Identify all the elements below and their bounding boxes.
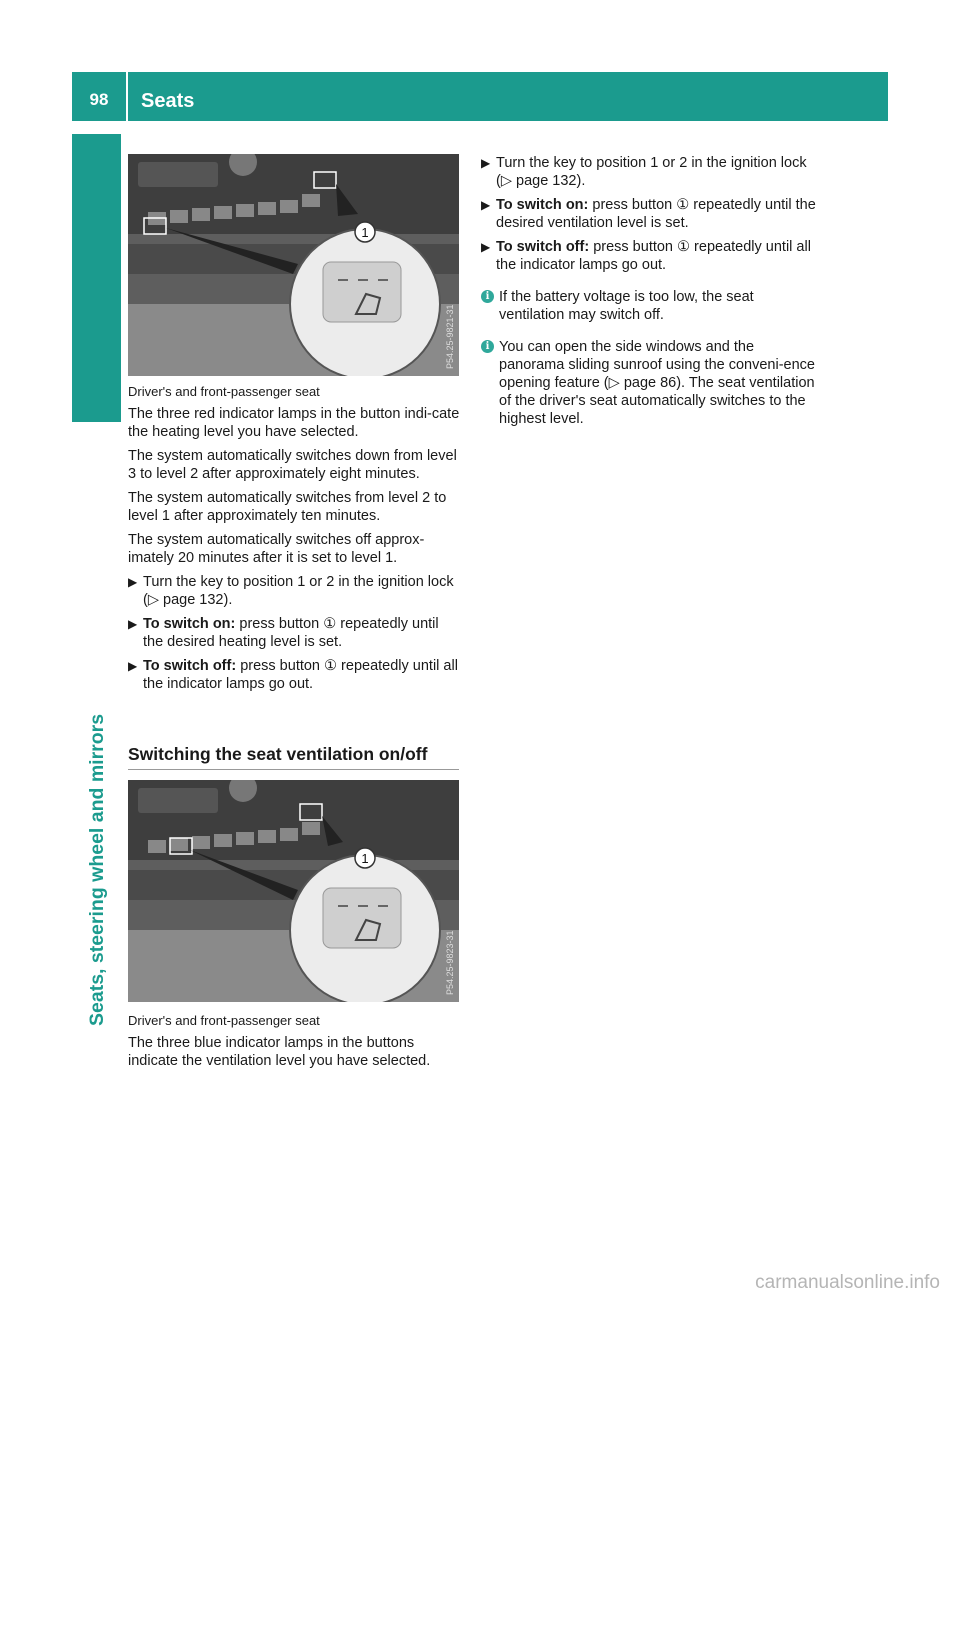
photo-callout-1: 1 bbox=[361, 851, 369, 866]
arrow-icon: ▶ bbox=[481, 156, 491, 170]
ventilation-button-photo bbox=[128, 780, 459, 1002]
paragraph: The system automatically switches down from level 3 to level 2 after approximately eight minutes. bbox=[128, 448, 457, 482]
side-tab-block bbox=[72, 134, 121, 422]
info-note: i If the battery voltage is too low, the seat ventilation may switch off. bbox=[481, 288, 821, 324]
left-column-lower bbox=[128, 1013, 461, 1076]
page-number: 98 bbox=[89, 90, 109, 109]
instruction-step: ▶ Turn the key to position 1 or 2 in the ignition lock (▷ page 132). bbox=[128, 574, 454, 608]
info-note: i You can open the side windows and the panorama sliding sunroof using the conveni-ence opening feature (▷ page 86). The seat ventilation of the driver's seat automatically switches to the highest level. bbox=[481, 338, 821, 428]
paragraph: The system automatically switches from level 2 to level 1 after approximately ten minutes. bbox=[128, 490, 447, 524]
instruction-step: ▶ Turn the key to position 1 or 2 in the ignition lock (▷ page 132). bbox=[481, 155, 807, 189]
arrow-icon: ▶ bbox=[481, 240, 491, 254]
watermark: carmanualsonline.info bbox=[755, 1272, 940, 1293]
paragraph: The system automatically switches off approx-imately 20 minutes after it is set to level 1. bbox=[128, 532, 425, 566]
instruction-step: ▶ To switch off: press button ① repeatedly until all the indicator lamps go out. bbox=[128, 658, 458, 692]
side-tab bbox=[81, 713, 113, 1626]
arrow-icon: ▶ bbox=[128, 659, 138, 673]
photo-code-2: P54.25-9823-31 bbox=[445, 930, 455, 995]
right-column bbox=[481, 154, 821, 442]
instruction-step: ▶ To switch on: press button ① repeatedly until the desired heating level is set. bbox=[128, 616, 439, 650]
image-caption: Driver's and front-passenger seat bbox=[128, 384, 320, 399]
paragraph: The three blue indicator lamps in the buttons indicate the ventilation level you have selected. bbox=[128, 1035, 431, 1069]
page-title: Seats bbox=[141, 90, 195, 112]
section-heading: Switching the seat ventilation on/off bbox=[128, 744, 459, 770]
arrow-icon: ▶ bbox=[481, 198, 491, 212]
photo-callout-1: 1 bbox=[361, 225, 369, 240]
instruction-step: ▶ To switch off: press button ① repeatedly until all the indicator lamps go out. bbox=[481, 239, 811, 273]
instruction-step: ▶ To switch on: press button ① repeatedly until the desired ventilation level is set. bbox=[481, 197, 816, 231]
photo-code-1: P54.25-9821-31 bbox=[445, 304, 455, 369]
header-bar bbox=[72, 72, 888, 121]
left-column-upper bbox=[128, 384, 461, 699]
side-tab-label: Seats, steering wheel and mirrors bbox=[86, 713, 108, 1026]
info-icon: i bbox=[481, 340, 494, 353]
header-divider bbox=[126, 72, 128, 121]
image-caption: Driver's and front-passenger seat bbox=[128, 1013, 320, 1028]
info-icon: i bbox=[481, 290, 494, 303]
arrow-icon: ▶ bbox=[128, 617, 138, 631]
paragraph: The three red indicator lamps in the button indi-cate the heating level you have selected. bbox=[128, 406, 460, 440]
arrow-icon: ▶ bbox=[128, 575, 138, 589]
heating-button-photo bbox=[128, 154, 459, 376]
